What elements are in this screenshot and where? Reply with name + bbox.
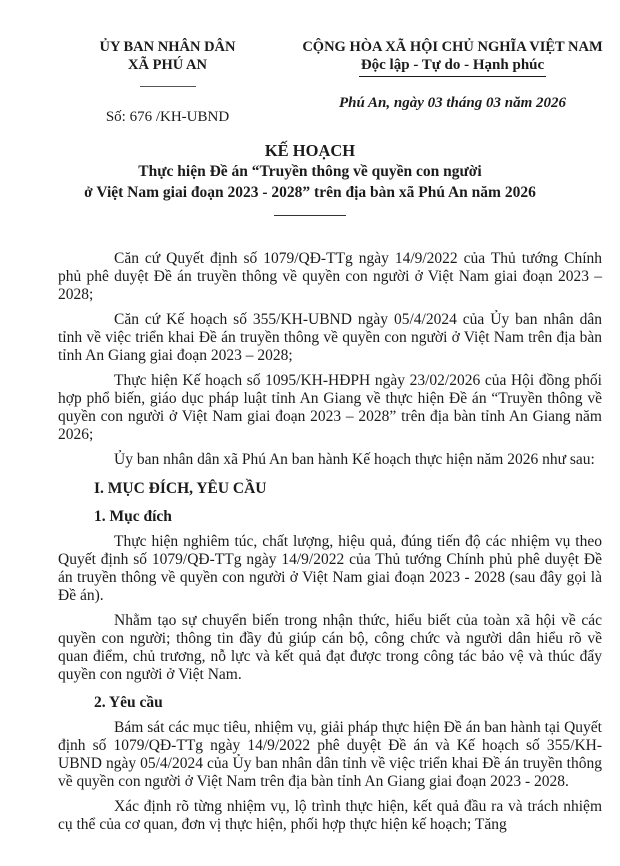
title-block	[0, 141, 620, 221]
subsection-heading-requirements: 2. Yêu cầu	[94, 694, 163, 711]
org-parent-name: ỦY BAN NHÂN DÂN	[99, 39, 236, 55]
section-heading-purpose-requirements: I. MỤC ĐÍCH, YÊU CẦU	[94, 480, 267, 497]
national-title: CỘNG HÒA XÃ HỘI CHỦ NGHĨA VIỆT NAM	[302, 39, 603, 55]
document-subtitle-line1: Thực hiện Đề án “Truyền thông về quyền con người	[138, 163, 482, 180]
document-type-title: KẾ HOẠCH	[264, 141, 356, 160]
org-divider-rule	[140, 86, 196, 87]
issuing-authority-block	[40, 38, 295, 126]
title-divider-rule	[274, 215, 346, 216]
paragraph-purpose-2: Nhằm tạo sự chuyển biến trong nhận thức, hiểu biết của toàn xã hội về các quyền con người; thông tin đầy đủ giúp cán bộ, công chức và người dân hiểu rõ về quan điểm, chủ trương, nỗ lực và kết quả đạt được trong công tác bảo vệ và thúc đẩy quyền con người ở Việt Nam.	[58, 612, 602, 683]
paragraph-issuance-statement: Ủy ban nhân dân xã Phú An ban hành Kế hoạch thực hiện năm 2026 như sau:	[114, 451, 595, 468]
paragraph-legal-basis-3: Thực hiện Kế hoạch số 1095/KH-HĐPH ngày 23/02/2026 của Hội đồng phối hợp phổ biến, giáo dục pháp luật tỉnh An Giang về thực hiện Đề án “Truyền thông về quyền con người ở Việt Nam giai đoạn 2023 – 2028” trên địa bàn tỉnh An Giang năm 2026;	[58, 372, 602, 443]
document-body	[0, 221, 620, 834]
subsection-heading-purpose: 1. Mục đích	[94, 508, 172, 525]
paragraph-legal-basis-2: Căn cứ Kế hoạch số 355/KH-UBND ngày 05/4/2024 của Ủy ban nhân dân tỉnh về việc triển khai Đề án truyền thông về quyền con người ở Việt Nam trên địa bàn tỉnh An Giang giai đoạn 2023 – 2028;	[58, 311, 602, 364]
paragraph-purpose-1: Thực hiện nghiêm túc, chất lượng, hiệu quả, đúng tiến độ các nhiệm vụ theo Quyết định số 1079/QĐ-TTg ngày 14/9/2022 của Thủ tướng Chính phủ phê duyệt Đề án truyền thông về quyền con người ở Việt Nam giai đoạn 2023 - 2028 (sau đây gọi là Đề án).	[58, 533, 602, 604]
place-and-date-line: Phú An, ngày 03 tháng 03 năm 2026	[339, 95, 566, 111]
document-subtitle-line2: ở Việt Nam giai đoạn 2023 - 2028” trên địa bàn xã Phú An năm 2026	[84, 184, 536, 201]
org-name: XÃ PHÚ AN	[128, 57, 207, 73]
document-header	[0, 0, 620, 126]
national-header-block	[295, 38, 610, 126]
paragraph-legal-basis-1: Căn cứ Quyết định số 1079/QĐ-TTg ngày 14/9/2022 của Thủ tướng Chính phủ phê duyệt Đề án truyền thông về quyền con người ở Việt Nam giai đoạn 2023 – 2028;	[58, 250, 602, 303]
paragraph-requirement-1: Bám sát các mục tiêu, nhiệm vụ, giải pháp thực hiện Đề án ban hành tại Quyết định số 1079/QĐ-TTg ngày 14/9/2022 phê duyệt Đề án và Kế hoạch số 355/KH-UBND ngày 05/4/2024 của Ủy ban nhân dân tỉnh về việc triển khai Đề án truyền thông về quyền con người ở Việt Nam trên địa bàn tỉnh An Giang giai đoạn 2023 - 2028.	[58, 719, 602, 790]
document-number: Số: 676 /KH-UBND	[105, 109, 230, 125]
paragraph-requirement-2-truncated: Xác định rõ từng nhiệm vụ, lộ trình thực hiện, kết quả đầu ra và trách nhiệm cụ thể của cơ quan, đơn vị thực hiện, phối hợp thực hiện kế hoạch; Tăng	[58, 798, 602, 833]
national-motto: Độc lập - Tự do - Hạnh phúc	[359, 56, 546, 77]
